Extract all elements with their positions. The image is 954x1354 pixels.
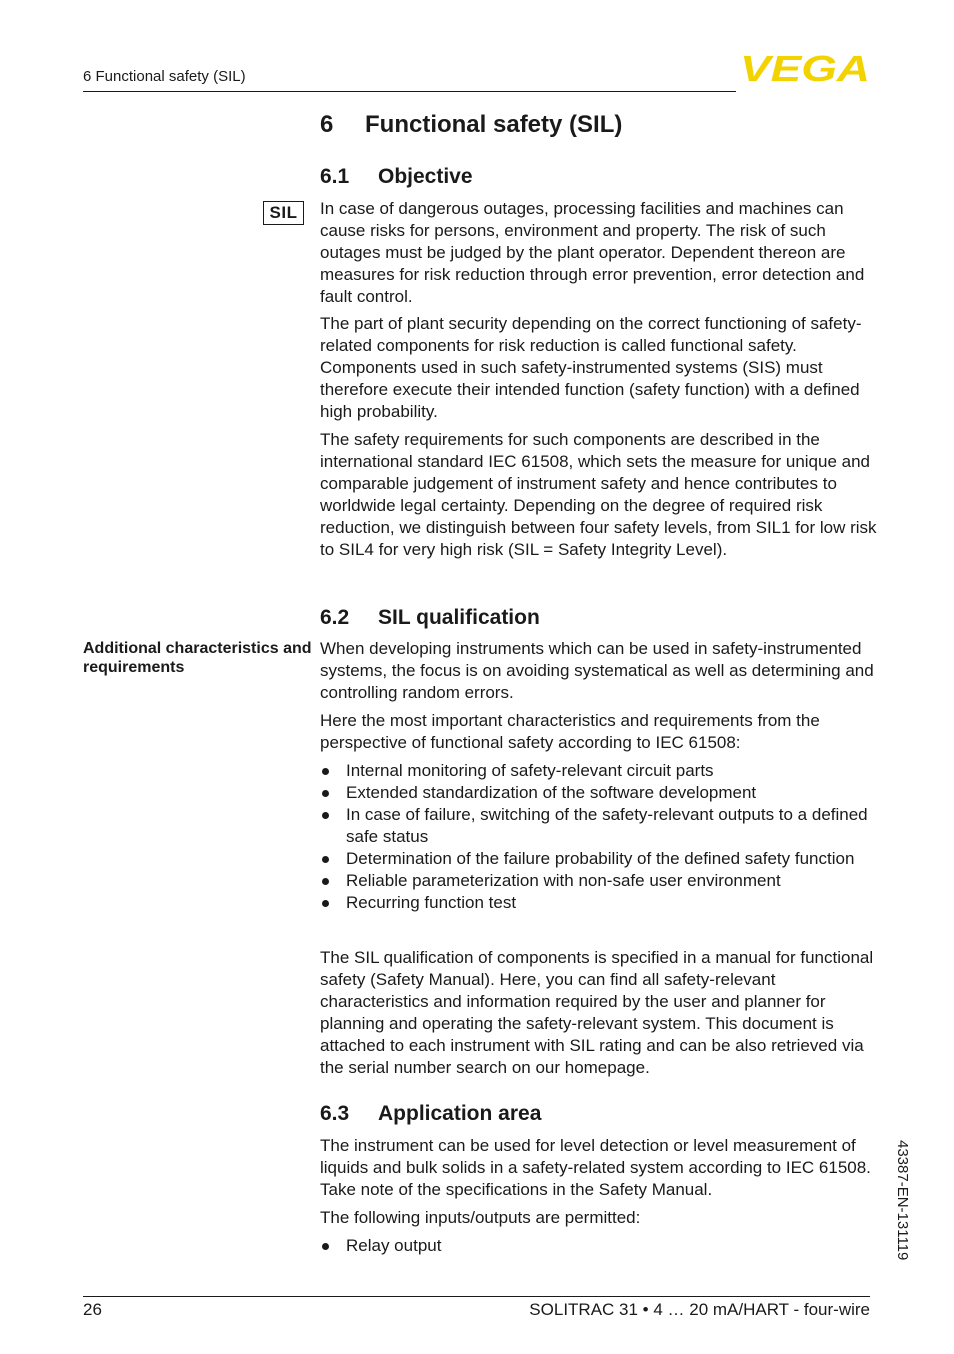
section-number: 6.2 (320, 606, 350, 629)
sil-para-1: When developing instruments which can be used in safety-instrumented systems, the focus is on avoiding systematical as well as determining and controlling random errors. (320, 639, 874, 702)
chapter-title-text: Functional safety (SIL) (365, 111, 623, 138)
page-number: 26 (83, 1300, 102, 1319)
section-title-objective (320, 165, 473, 189)
section-title-text: SIL qualification (378, 606, 540, 629)
objective-para-2: The part of plant security depending on the correct functioning of safety-related components for risk reduction is called functional safety. Components used in such safety-instrumented systems (SIS) must therefore execute their intended function (safety function) with a defined high probability. (320, 314, 862, 421)
io-list (320, 1235, 880, 1257)
list-item: Relay output (320, 1235, 880, 1257)
section-title-text: Application area (378, 1102, 542, 1125)
list-item: Reliable parameterization with non-safe user environment (320, 870, 880, 892)
objective-para-1: In case of dangerous outages, processing facilities and machines can cause risks for persons, environment and property. The risk of such outages must be judged by the plant operator. Dependent thereon are measures for risk reduction through error prevention, error detection and fault control. (320, 199, 865, 306)
section-title-application-area (320, 1102, 541, 1126)
objective-para-3: The safety requirements for such components are described in the international standard IEC 61508, which sets the measure for unique and comparable judgement of instrument safety and hence contributes to worldwide legal certainty. Depending on the degree of required risk reduction, we distinguish between four safety levels, from SIL1 for low risk to SIL4 for very high risk (SIL = Safety Integrity Level). (320, 430, 877, 559)
margin-label: Additional characteristics and requirements (83, 640, 312, 676)
chapter-number: 6 (320, 111, 334, 138)
svg-text:VEGA: VEGA (740, 52, 870, 84)
list-item: Determination of the failure probability of the defined safety function (320, 848, 880, 870)
section-title-text: Objective (378, 165, 473, 188)
section-number: 6.3 (320, 1102, 350, 1125)
section-number: 6.1 (320, 165, 350, 188)
application-para-2: The following inputs/outputs are permitted: (320, 1208, 641, 1227)
sil-para-closing: The SIL qualification of components is specified in a manual for functional safety (Safety Manual). Here, you can find all safety-relevant characteristics and information required by the user and planner for planning and operating the safety-relevant system. This document is attached to each instrument with SIL rating and can be also retrieved via the serial number search on our homepage. (320, 948, 874, 1077)
vega-logo (740, 52, 872, 84)
list-item: Internal monitoring of safety-relevant circuit parts (320, 760, 880, 782)
sil-para-2: Here the most important characteristics and requirements from the perspective of functional safety according to IEC 61508: (320, 711, 820, 752)
running-header: 6 Functional safety (SIL) (83, 68, 246, 85)
section-title-sil-qualification (320, 606, 540, 630)
document-id: 43387-EN-131119 (894, 1140, 911, 1261)
footer-product-title: SOLITRAC 31 • 4 … 20 mA/HART - four-wire (529, 1300, 870, 1319)
list-item: Extended standardization of the software development (320, 782, 880, 804)
sil-badge-icon: SIL (263, 201, 304, 225)
application-para-1: The instrument can be used for level detection or level measurement of liquids and bulk solids in a safety-related system according to IEC 61508. Take note of the specifications in the Safety Manual. (320, 1136, 871, 1199)
requirements-list (320, 760, 880, 914)
list-item: In case of failure, switching of the safety-relevant outputs to a defined safe status (320, 804, 880, 848)
header-rule (83, 91, 736, 92)
footer-rule (83, 1296, 870, 1297)
chapter-title (320, 111, 622, 139)
list-item: Recurring function test (320, 892, 880, 914)
